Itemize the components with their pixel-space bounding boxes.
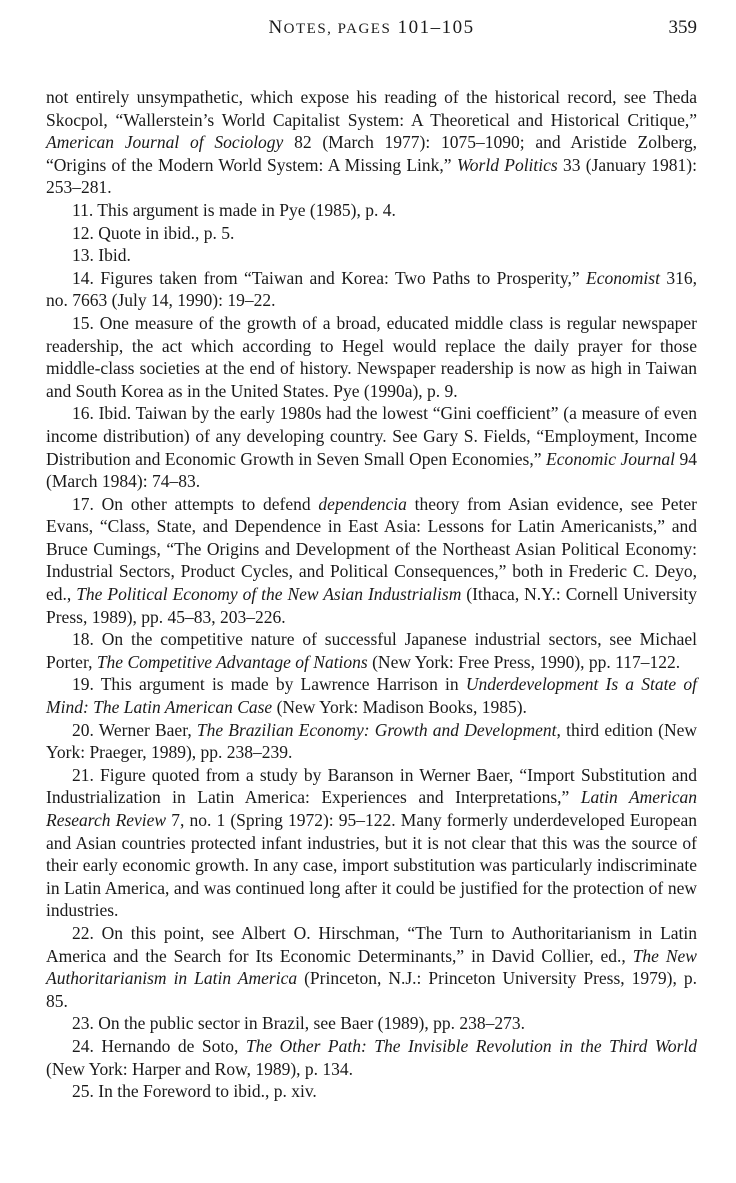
- note-text: 22. On this point, see Albert O. Hirschman, “The Turn to Authoritarianism in Latin America and the Search for Its Economic Determinants,” in David Collier, ed.,: [46, 922, 697, 966]
- note-text: 94 (March 1984): 74–83.: [46, 448, 698, 492]
- note-text: (Ithaca, N.Y.: Cornell University Press, 1989), pp. 45–83, 203–226.: [46, 584, 697, 627]
- note-11: [46, 199, 697, 222]
- note-text: , third edition (New York: Praeger, 1989), pp. 238–239.: [46, 719, 697, 763]
- note-14: [46, 267, 697, 312]
- note-text: 20. Werner Baer,: [72, 719, 197, 740]
- running-head-initial: N: [268, 17, 284, 38]
- note-text: 24. Hernando de Soto,: [72, 1035, 246, 1056]
- note-italic-title: The Brazilian Economy: Growth and Development: [196, 719, 557, 740]
- note-text: 19. This argument is made by Lawrence Harrison in: [72, 674, 466, 695]
- notes-list: [46, 86, 697, 1103]
- running-head-title: [46, 17, 697, 39]
- book-page: [46, 0, 697, 1103]
- note-text: 16. Ibid. Taiwan by the early 1980s had the lowest “Gini coefficient” (a measure of even income distribution) of any developing country. See Gary S. Fields, “Employment, Income Distribution and Economic Growth in Seven Small Open Economies,”: [46, 403, 697, 469]
- note-21: [46, 764, 697, 922]
- note-text: not entirely unsympathetic, which expose his reading of the historical record, see Theda Skocpol, “Wallerstein’s World Capitalist System: A Theoretical and Historical Critique,”: [46, 87, 697, 130]
- note-text: 12. Quote in ibid., p. 5.: [72, 222, 235, 243]
- note-text: 25. In the Foreword to ibid., p. xiv.: [72, 1081, 317, 1102]
- note-italic-title: Latin American Research Review: [46, 787, 697, 830]
- note-13: [46, 244, 697, 267]
- note-italic-title: The Political Economy of the New Asian Industrialism: [76, 584, 462, 605]
- running-head-page-range: 101–105: [397, 17, 475, 38]
- note-19: [46, 673, 697, 718]
- note-text: 23. On the public sector in Brazil, see Baer (1989), pp. 238–273.: [72, 1013, 525, 1034]
- note-12: [46, 222, 697, 245]
- note-italic-title: Underdevelopment Is a State of Mind: The Latin American Case: [46, 674, 697, 718]
- note-24: [46, 1035, 697, 1080]
- note-italic-title: Economic Journal: [546, 448, 675, 469]
- note-text: 82 (March 1977): 1075–1090; and Aristide Zolberg, “Origins of the Modern World System: A Missing Link,”: [46, 132, 697, 175]
- note-text: 11. This argument is made in Pye (1985), p. 4.: [72, 199, 396, 220]
- note-italic-title: The Other Path: The Invisible Revolution in the Third World: [245, 1035, 697, 1056]
- note-text: 14. Figures taken from “Taiwan and Korea: Two Paths to Prosperity,”: [72, 267, 587, 288]
- note-17: [46, 493, 697, 629]
- note-text: (New York: Madison Books, 1985).: [272, 697, 527, 718]
- note-italic-title: World Politics: [456, 154, 558, 175]
- note-italic-title: Economist: [586, 267, 660, 288]
- note-25: [46, 1080, 697, 1103]
- note-text: 33 (January 1981): 253–281.: [46, 154, 697, 198]
- note-18: [46, 628, 697, 673]
- note-20: [46, 719, 697, 764]
- note-text: 316, no. 7663 (July 14, 1990): 19–22.: [46, 267, 698, 311]
- note-italic-title: American Journal of Sociology: [46, 132, 284, 153]
- note-italic-title: The New Authoritarianism in Latin America: [46, 945, 697, 989]
- note-23: [46, 1012, 697, 1035]
- note-15: [46, 312, 697, 402]
- note-text: 13. Ibid.: [72, 245, 131, 266]
- note-text: 15. One measure of the growth of a broad, educated middle class is regular newspaper readership, the act which according to Hegel would replace the daily prayer for those middle-class societies at the end of history. Newspaper readership is now as high in Taiwan and South Korea as in the United States. Pye (1990a), p. 9.: [46, 312, 697, 401]
- note-text: 17. On other attempts to defend: [72, 493, 319, 514]
- note-16: [46, 402, 697, 492]
- page-number: 359: [668, 17, 697, 38]
- note-italic-title: dependencia: [318, 493, 407, 514]
- note-text: 18. On the competitive nature of successful Japanese industrial sectors, see Michael Porter,: [46, 629, 697, 672]
- note-text: (New York: Harper and Row, 1989), p. 134.: [46, 1058, 354, 1079]
- running-head: [46, 0, 697, 62]
- note-22: [46, 922, 697, 1012]
- note-text: 21. Figure quoted from a study by Baranson in Werner Baer, “Import Substitution and Industrialization in Latin America: Experiences and Interpretations,”: [46, 764, 697, 808]
- running-head-smallcaps: OTES, PAGES: [283, 21, 392, 37]
- note-italic-title: The Competitive Advantage of Nations: [96, 651, 368, 672]
- note-continuation: [46, 86, 697, 199]
- note-text: 7, no. 1 (Spring 1972): 95–122. Many formerly underdeveloped European and Asian countries protected infant industries, but it is not clear that this was the source of their early economic growth. In any case, import substitution was particularly indiscriminate in Latin America, and was continued long after it could be justified for the protection of new industries.: [46, 810, 697, 921]
- note-text: theory from Asian evidence, see Peter Evans, “Class, State, and Dependence in East Asia: Lessons for Latin Americanists,” and Bruce Cumings, “The Origins and Development of the Northeast Asian Political Economy: Industrial Sectors, Product Cycles, and Political Consequences,” both in Frederic C. Deyo, ed.,: [46, 493, 697, 605]
- note-text: (New York: Free Press, 1990), pp. 117–122.: [367, 651, 681, 672]
- note-text: (Princeton, N.J.: Princeton University Press, 1979), p. 85.: [46, 968, 697, 1011]
